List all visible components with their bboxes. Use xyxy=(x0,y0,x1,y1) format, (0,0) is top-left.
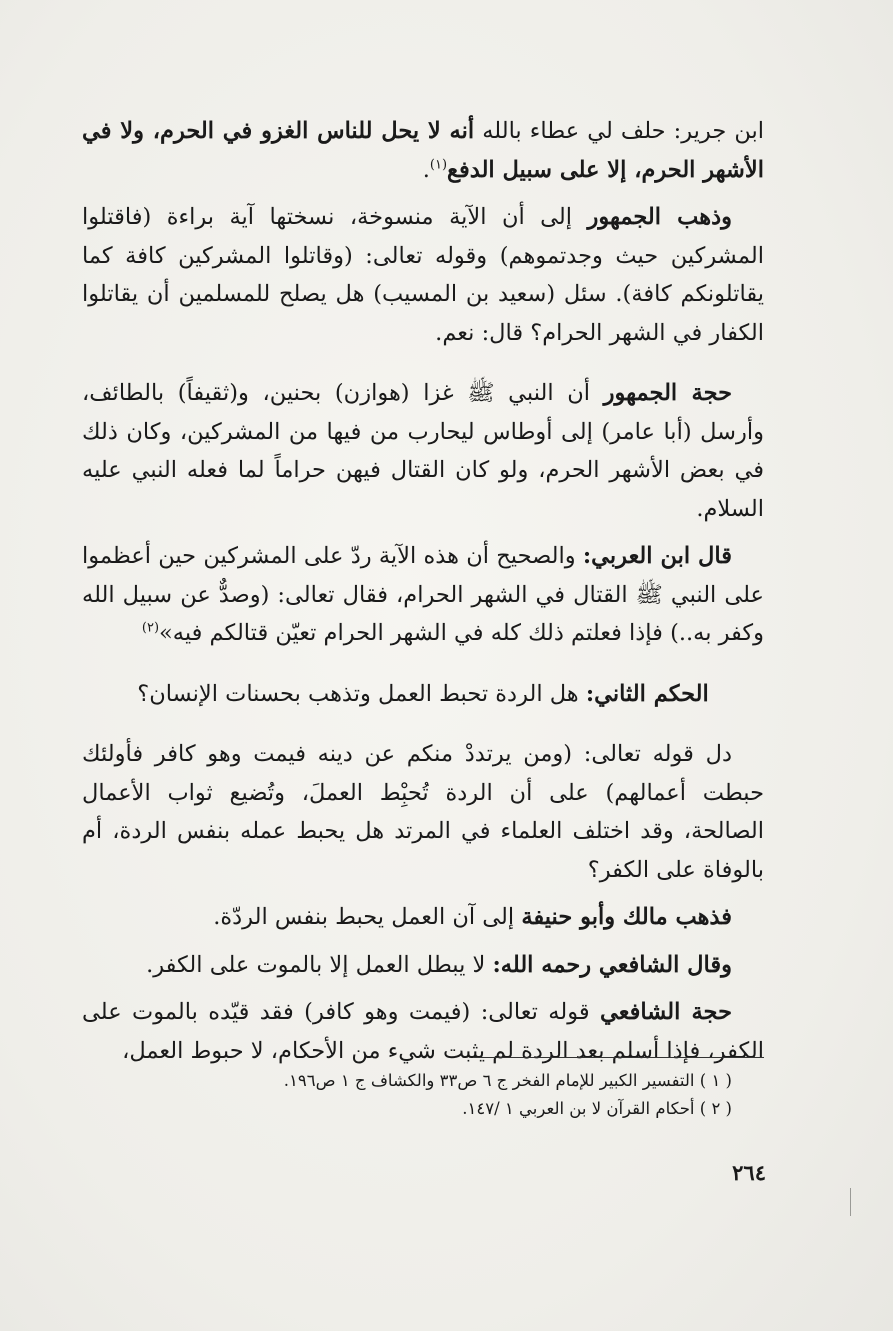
bold-term: الحكم الثاني: xyxy=(585,680,709,707)
main-text xyxy=(82,112,764,1070)
footnote: ( ١ ) التفسير الكبير للإمام الفخر ج ٦ ص٣٣ والكشاف ج ١ ص١٩٦. xyxy=(283,1071,732,1090)
paragraph xyxy=(82,112,764,189)
text-run: . xyxy=(422,156,430,183)
footnote: ( ٢ ) أحكام القرآن لا بن العربي ١ /١٤٧. xyxy=(462,1099,732,1118)
text-run: والصحيح أن هذه الآية ردّ على المشركين حين أعظموا على النبي ﷺ القتال في الشهر الحرام، فقال تعالى: (وصدٌّ عن سبيل الله وكفر به..) فإذا فعلتم ذلك كله في الشهر الحرام تعيّن قتالكم فيه» xyxy=(82,543,764,646)
bold-term: وقال الشافعي رحمه الله: xyxy=(492,951,732,978)
text-run: لا يبطل العمل إلا بالموت على الكفر. xyxy=(146,951,493,978)
scan-mark xyxy=(850,1188,851,1216)
footnote-separator xyxy=(474,1057,764,1058)
text-run: ابن جرير: حلف لي عطاء بالله xyxy=(474,118,764,144)
footnote-ref: (٢) xyxy=(141,620,160,636)
bold-term: حجة الجمهور xyxy=(603,380,732,406)
paragraph xyxy=(82,374,764,528)
bold-term: حجة الشافعي xyxy=(600,999,732,1025)
bold-term: وذهب الجمهور xyxy=(587,204,732,230)
paragraph xyxy=(82,993,764,1070)
paragraph xyxy=(82,946,764,985)
bold-term: فذهب مالك وأبو حنيفة xyxy=(521,904,732,930)
footnote-ref: (١) xyxy=(429,157,448,172)
text-run: قوله تعالى: (فيمت وهو كافر) فقد قيّده بالموت على الكفر، فإذا أسلم بعد الردة لم يثبت شيء من الأحكام، لا حبوط العمل، xyxy=(82,999,764,1064)
paragraph xyxy=(82,675,764,714)
text-run: إلى أن الآية منسوخة، نسختها آية براءة (فاقتلوا المشركين حيث وجدتموهم) وقوله تعالى: (وقاتلوا المشركين كافة كما يقاتلونكم كافة). سئل (سعيد بن المسيب) هل يصلح للمسلمين أن يقاتلوا الكفار في الشهر الحرام؟ قال: نعم. xyxy=(82,204,764,346)
paragraph xyxy=(82,537,764,653)
footnotes xyxy=(150,1067,732,1123)
text-run: هل الردة تحبط العمل وتذهب بحسنات الإنسان؟ xyxy=(137,680,586,707)
bold-term: قال ابن العربي: xyxy=(582,543,733,569)
paragraph xyxy=(82,898,764,937)
page-number: ٢٦٤ xyxy=(732,1160,766,1185)
text-run: أن النبي ﷺ غزا (هوازن) بحنين، و(ثقيفاً) بالطائف، وأرسل (أبا عامر) إلى أوطاس ليحارب من فيها من المشركين، وكان ذلك في بعض الأشهر الحرم، ولو كان القتال فيهن حراماً لما فعله النبي عليه السلام. xyxy=(82,380,764,522)
text-run: دل قوله تعالى: (ومن يرتددْ منكم عن دينه فيمت وهو كافر فأولئك حبطت أعمالهم) على أن الردة تُحبِْط العملَ، وتُضيع ثواب الأعمال الصالحة، وقد اختلف العلماء في المرتد هل يحبط عمله بنفس الردة، أم بالوفاة على الكفر؟ xyxy=(82,741,764,883)
bold-term: أنه لا يحل للناس الغزو في الحرم، ولا في الأشهر الحرم، إلا على سبيل الدفع xyxy=(82,118,764,183)
paragraph xyxy=(82,735,764,889)
paragraph xyxy=(82,198,764,352)
text-run: إلى آن العمل يحبط بنفس الردّة. xyxy=(213,904,522,930)
